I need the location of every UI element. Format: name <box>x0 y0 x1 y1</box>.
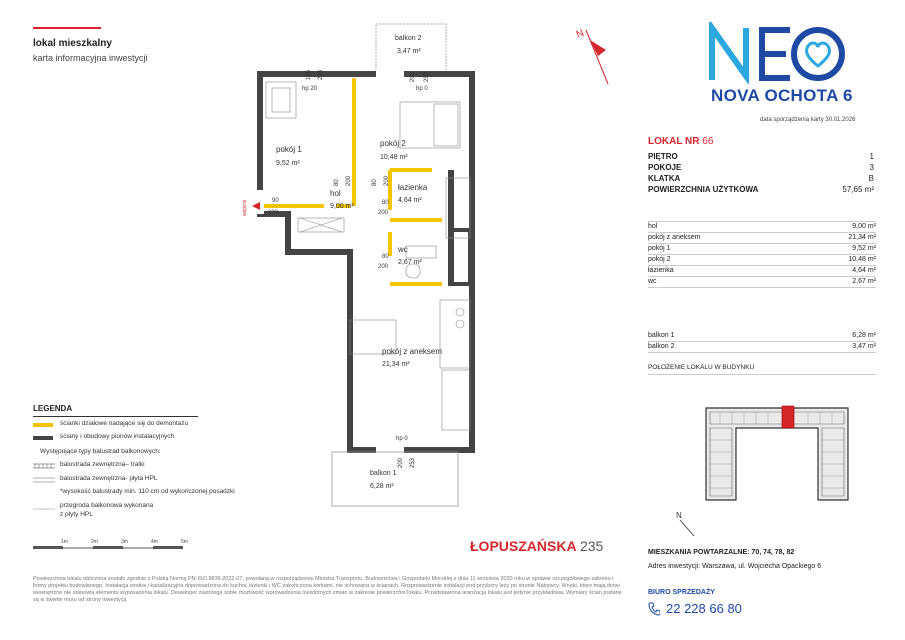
plan-label-hp0-bottom: hp 0 <box>396 436 408 442</box>
plan-label-lazienka: łazienka <box>398 183 428 192</box>
balcony-row <box>648 342 876 353</box>
plan-label-dim: 80 <box>382 254 389 260</box>
phone-number[interactable]: 22 228 66 80 <box>666 601 742 616</box>
info-key: POKOJE <box>648 163 682 172</box>
investment-address: Adres inwestycji: Warszawa, ul. Wojciecha Opackiego 6 <box>648 563 822 570</box>
plan-label-dim: 80 <box>334 179 340 186</box>
sales-phone[interactable] <box>648 601 742 616</box>
info-row-staircase <box>648 174 876 183</box>
sales-office-label: BIURO SPRZEDAŻY <box>648 589 715 596</box>
room-name: łazienka <box>648 267 674 274</box>
room-area: 21,34 m² <box>848 234 876 241</box>
balcony-name: balkon 2 <box>648 343 675 350</box>
plan-label-aneks: pokój z aneksem <box>382 347 443 356</box>
svg-text:N: N <box>676 511 682 520</box>
balcony-name: balkon 1 <box>648 332 675 339</box>
plan-label-pokoj2: pokój 2 <box>380 139 406 148</box>
info-value: 3 <box>869 163 874 172</box>
info-key: PIĘTRO <box>648 152 678 161</box>
plan-label-entrance: wejście <box>242 199 248 216</box>
plan-label-balkon2: balkon 2 <box>395 35 422 42</box>
plan-label-dim: 200 <box>378 210 389 216</box>
room-row <box>648 244 876 255</box>
plan-label-wc: wc <box>398 245 408 254</box>
plan-label-dim: 223 <box>318 69 324 80</box>
neo-logo <box>708 22 848 84</box>
partition-hpl-icon <box>33 506 55 512</box>
plan-label-dim: 200 <box>398 457 404 468</box>
plan-label-dim: 90 <box>272 198 279 204</box>
plan-label-dim: 105 <box>306 69 312 80</box>
balcony-area: 3,47 m² <box>852 343 876 350</box>
room-name: pokój z aneksem <box>648 234 701 241</box>
scale-label: 2m <box>91 539 98 545</box>
plan-label-pokoj1: pokój 1 <box>276 145 302 154</box>
plan-label-balkon1: balkon 1 <box>370 470 397 477</box>
plan-label-dim: 80 <box>382 200 389 206</box>
room-name: wc <box>648 278 657 285</box>
room-row <box>648 222 876 233</box>
unit-number-label: LOKAL NR <box>648 136 700 147</box>
room-row <box>648 233 876 244</box>
scale-bar <box>33 538 193 558</box>
plan-label-dim: 253 <box>424 71 430 82</box>
legend-note: *wysokość balustrady min. 110 cm od wykończonej posadzki <box>60 488 235 495</box>
plan-label-pokoj1-area: 9,52 m² <box>276 160 300 167</box>
plan-label-hp20: hp 20 <box>302 86 318 92</box>
room-row <box>648 277 876 288</box>
phone-icon <box>648 602 660 616</box>
plan-label-dim: 200 <box>268 210 279 216</box>
unit-number-value: 66 <box>702 136 714 147</box>
street-number: 235 <box>579 538 604 554</box>
street-name-text: ŁOPUSZAŃSKA <box>470 538 577 554</box>
railing-balusters-icon <box>33 463 55 469</box>
info-value: 1 <box>869 152 874 161</box>
balcony-area: 6,28 m² <box>852 332 876 339</box>
plan-label-dim: 253 <box>410 457 416 468</box>
unit-highlight <box>782 406 794 428</box>
room-area: 9,52 m² <box>852 245 876 252</box>
location-rule <box>648 374 876 375</box>
scale-label: 3m <box>121 539 128 545</box>
plan-label-hp0-top: hp 0 <box>416 86 428 92</box>
info-row-rooms <box>648 163 876 172</box>
plan-label-dim: 200 <box>410 71 416 82</box>
legend-balustrade-title: Występujące typy balustrad balkonowych: <box>40 448 161 455</box>
plan-label-dim: 200 <box>378 264 389 270</box>
room-name: pokój 1 <box>648 245 671 252</box>
card-date: data sporządzenia karty 30.01.2026 <box>760 117 856 123</box>
info-value: 57,65 m² <box>842 185 874 194</box>
room-row <box>648 266 876 277</box>
plan-label-wc-area: 2,67 m² <box>398 259 422 266</box>
plan-label-hol: hol <box>330 189 341 198</box>
legend-rule <box>33 416 198 417</box>
legend-swatch-removable <box>33 423 53 427</box>
page-title: lokal mieszkalny <box>33 38 112 49</box>
plan-label-aneks-area: 21,34 m² <box>382 361 410 368</box>
plan-label-dim: 200 <box>384 175 390 186</box>
svg-text:N: N <box>574 27 586 41</box>
plan-label-pokoj2-area: 10,48 m² <box>380 154 408 161</box>
plan-label-balkon1-area: 6,28 m² <box>370 483 394 490</box>
legend-swatch-walls <box>33 436 53 440</box>
plan-label-dim: 80 <box>372 179 378 186</box>
info-key: POWIERZCHNIA UŻYTKOWA <box>648 185 759 194</box>
disclaimer: Powierzchnia lokalu obliczona zostało zgodnie z Polską Normą PN-ISO 9836:2022-07, powołaną w rozporządzeniu Ministra Transportu, Budownictwa i Gospodarki Morskiej z dnia 11 września 2020 roku w sprawie szczegółowego zakresu i formy projektu budowlanego. Instalacja wodna i kanalizacyjna doprowadzona do kuchni, łazienki i WC zakończona korkami, nie schowana w ścianach. Rozprowadzenie instalacji pod przybory leży po stronie Nabywcy. Wnęki, które mają drzwi wewnętrzne nie stanowią elementu wyposażenia lokalu. Deweloper zastrzega sobie możliwość wprowadzenia nieistotnych zmian w zakresie powierzchni lokalu. Przedstawiona aranżacja lokalu jest jedynie przykładowa. Wymiary ścian podane są w świetle muru od strony inwestycji. <box>33 576 622 603</box>
plan-label-balkon2-area: 3,47 m² <box>397 48 421 55</box>
page-subtitle: karta informacyjna inwestycji <box>33 53 148 63</box>
room-area: 4,64 m² <box>852 267 876 274</box>
floor-plan <box>200 20 660 510</box>
plan-label-hol-area: 9,00 m² <box>330 203 354 210</box>
legend-item: z płyty HPL <box>60 511 93 518</box>
info-key: KLATKA <box>648 174 681 183</box>
plan-label-dim: 200 <box>346 175 352 186</box>
scale-label: 1m <box>61 539 68 545</box>
legend-item: ścianki działowe nadające się do demontażu <box>60 420 189 427</box>
info-row-area <box>648 185 876 194</box>
legend-title: LEGENDA <box>33 404 73 413</box>
plan-label-lazienka-area: 4,64 m² <box>398 197 422 204</box>
street-name <box>470 538 603 554</box>
room-area: 9,00 m² <box>852 223 876 230</box>
brand-name: NOVA OCHOTA 6 <box>711 86 853 105</box>
scale-label: 5m <box>181 539 188 545</box>
legend-item: ściany i obudowy pionów instalacyjnych <box>60 433 175 440</box>
building-site-plan <box>660 380 880 540</box>
legend-item: przegroda balkonowa wykonana <box>60 502 154 509</box>
legend-item: balustrada zewnętrzna– tralki <box>60 461 145 468</box>
room-name: pokój 2 <box>648 256 671 263</box>
legend-item: balustrada zewnętrzna- płyta HPL <box>60 475 158 482</box>
repeat-units: MIESZKANIA POWTARZALNE: 70, 74, 78, 82 <box>648 549 795 556</box>
location-label: POŁOŻENIE LOKALU W BUDYNKU <box>648 364 755 371</box>
scale-label: 4m <box>151 539 158 545</box>
header-accent-line <box>33 27 101 29</box>
railing-hpl-icon <box>33 477 55 483</box>
info-value: B <box>868 174 874 183</box>
room-row <box>648 255 876 266</box>
room-area: 2,67 m² <box>852 278 876 285</box>
info-row-floor <box>648 152 876 161</box>
room-area: 10,48 m² <box>848 256 876 263</box>
room-name: hol <box>648 223 658 230</box>
balcony-row <box>648 331 876 342</box>
